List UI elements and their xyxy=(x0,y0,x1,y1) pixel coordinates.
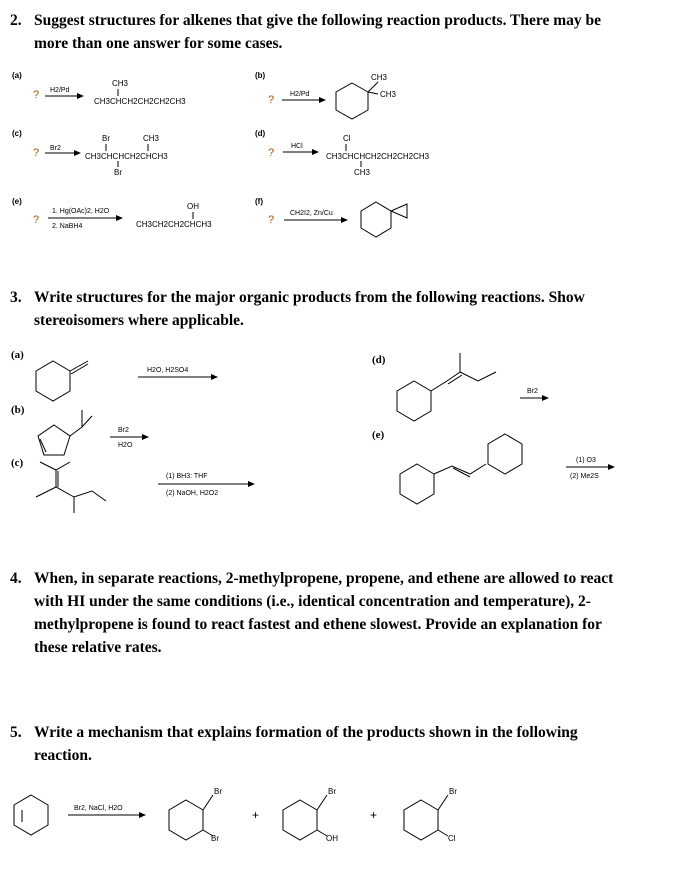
q2f-cyclopropane-ring xyxy=(391,204,407,218)
q3c-chain xyxy=(36,487,106,501)
q3d-double-bond xyxy=(447,372,460,381)
q5-product1-ring xyxy=(169,800,203,840)
q2e-product: CH3CH2CH2CHCH3 xyxy=(136,220,212,229)
q3b-bond1 xyxy=(70,427,82,436)
question-4-number: 4. xyxy=(10,570,22,587)
q5-product2-bond-top xyxy=(317,795,327,810)
q2-part-f xyxy=(255,197,407,237)
q2c-reagent: Br2 xyxy=(50,145,61,152)
q3e-ring-right xyxy=(488,434,522,474)
q5-reagent: Br2, NaCl, H2O xyxy=(74,805,123,812)
q2c-question-mark: ? xyxy=(33,147,40,159)
q2-part-b xyxy=(255,71,397,119)
q2b-label: (b) xyxy=(255,71,266,80)
q2d-product: CH3CHCHCH2CH2CH2CH3 xyxy=(326,152,430,161)
q2d-reagent: HCl xyxy=(291,143,303,150)
q3e-reagent-1: (1) O3 xyxy=(576,457,596,464)
q2c-product-methyl-top: CH3 xyxy=(143,134,160,143)
q3a-label: (a) xyxy=(11,349,24,361)
question-5-line2: reaction. xyxy=(34,747,92,764)
q5-reactant-cyclohexene xyxy=(14,795,48,835)
q3b-reagent-1: Br2 xyxy=(118,427,129,434)
q5-product3-br: Br xyxy=(449,787,457,796)
q3e-label: (e) xyxy=(372,429,385,441)
q3-part-d xyxy=(372,353,548,421)
q3c-isopropyl xyxy=(40,462,70,470)
q2a-product-methyl: CH3 xyxy=(112,79,129,88)
q2a-reagent: H2/Pd xyxy=(50,87,70,94)
q5-plus-2: + xyxy=(370,808,378,822)
question-3-number: 3. xyxy=(10,289,22,306)
q5-product1-br-top: Br xyxy=(214,787,222,796)
q5-product1-bond-top xyxy=(203,795,213,810)
q2b-bond2 xyxy=(368,92,378,94)
q2e-product-oh: OH xyxy=(187,202,199,211)
q3e-ring-left xyxy=(400,464,434,504)
q3d-cyclohexane-ring xyxy=(397,381,431,421)
q2e-reagent-1: 1. Hg(OAc)2, H2O xyxy=(52,208,110,215)
q2c-product-br-bottom: Br xyxy=(114,168,122,177)
q2f-question-mark: ? xyxy=(268,214,275,226)
q2f-reagent: CH2I2, Zn/Cu xyxy=(290,210,333,217)
question-5-line1: Write a mechanism that explains formation of the products shown in the following xyxy=(34,724,578,741)
q2d-product-cl: Cl xyxy=(343,134,351,143)
q2b-methyl-top: CH3 xyxy=(371,73,388,82)
q3d-reagent: Br2 xyxy=(527,388,538,395)
q3b-reagent-2: H2O xyxy=(118,442,133,449)
q3b-bond2 xyxy=(82,416,92,427)
question-2-number: 2. xyxy=(10,12,22,29)
q5-product2-br: Br xyxy=(328,787,336,796)
q5-product3-cl: Cl xyxy=(448,834,456,843)
q2a-question-mark: ? xyxy=(33,89,40,101)
q3a-cyclohexane-ring xyxy=(36,361,70,401)
q3d-label: (d) xyxy=(372,354,386,366)
q2-part-d xyxy=(255,129,430,177)
q5-product3-bond-top xyxy=(438,795,448,810)
q2f-label: (f) xyxy=(255,197,263,206)
q3e-reagent-2: (2) Me2S xyxy=(570,473,599,480)
q2d-question-mark: ? xyxy=(268,147,275,159)
q2a-label: (a) xyxy=(12,71,22,80)
q2f-cyclohexane-ring xyxy=(361,202,391,237)
question-2-line2: more than one answer for some cases. xyxy=(34,35,283,52)
q5-product3-bond-bottom xyxy=(438,830,448,836)
q3-part-a xyxy=(11,349,217,401)
q5-product3-ring xyxy=(404,800,438,840)
q5-reaction xyxy=(14,787,457,843)
q3b-cyclopentene-ring xyxy=(38,425,70,455)
q2a-product: CH3CHCH2CH2CH2CH3 xyxy=(94,97,186,106)
q3d-ethyl xyxy=(460,372,496,381)
q2b-cyclohexane-ring xyxy=(336,83,368,119)
question-4-line3: methylpropene is found to react fastest and ethene slowest. Provide an explanation for xyxy=(34,616,602,633)
q5-plus-1: + xyxy=(252,808,260,822)
q2c-label: (c) xyxy=(12,129,22,138)
q2b-question-mark: ? xyxy=(268,94,275,106)
question-3-line1: Write structures for the major organic products from the following reactions. Show xyxy=(34,289,585,306)
q2e-label: (e) xyxy=(12,197,22,206)
q5-product2-oh: OH xyxy=(326,834,338,843)
q2b-methyl-side: CH3 xyxy=(380,90,397,99)
q2d-label: (d) xyxy=(255,129,266,138)
q3d-ring-bond xyxy=(431,381,447,391)
q2c-product: CH3CHCHCH2CHCH3 xyxy=(85,152,168,161)
question-3-line2: stereoisomers where applicable. xyxy=(34,312,244,329)
q2-part-a xyxy=(12,71,186,106)
q2d-product-methyl: CH3 xyxy=(354,168,371,177)
q3b-label: (b) xyxy=(11,404,25,416)
q3a-reagent: H2O, H2SO4 xyxy=(147,367,189,374)
q2c-product-br-top: Br xyxy=(102,134,110,143)
q5-product1-br-bottom: Br xyxy=(211,834,219,843)
q2b-bond1 xyxy=(368,82,378,92)
q2b-reagent: H2/Pd xyxy=(290,91,310,98)
q3-part-c xyxy=(11,457,254,513)
q3e-chain xyxy=(434,464,486,474)
q3-part-b xyxy=(11,404,148,455)
q3-part-e xyxy=(372,429,614,504)
q3c-reagent-2: (2) NaOH, H2O2 xyxy=(166,490,219,497)
q3d-double-bond-2 xyxy=(448,375,462,384)
question-2-line1: Suggest structures for alkenes that give the following reaction products. There may be xyxy=(34,12,602,29)
q3c-label: (c) xyxy=(11,457,24,469)
question-4-line1: When, in separate reactions, 2-methylpropene, propene, and ethene are allowed to react xyxy=(34,570,614,587)
q2-part-e xyxy=(12,197,212,230)
question-5-number: 5. xyxy=(10,724,22,741)
question-4-line2: with HI under the same conditions (i.e., identical concentration and temperature), 2- xyxy=(34,593,591,610)
q2e-question-mark: ? xyxy=(33,214,40,226)
question-4-line4: these relative rates. xyxy=(34,639,162,656)
q2-part-c xyxy=(12,129,168,177)
q2e-reagent-2: 2. NaBH4 xyxy=(52,223,83,230)
q3c-reagent-1: (1) BH3: THF xyxy=(166,473,208,480)
q5-product2-ring xyxy=(283,800,317,840)
